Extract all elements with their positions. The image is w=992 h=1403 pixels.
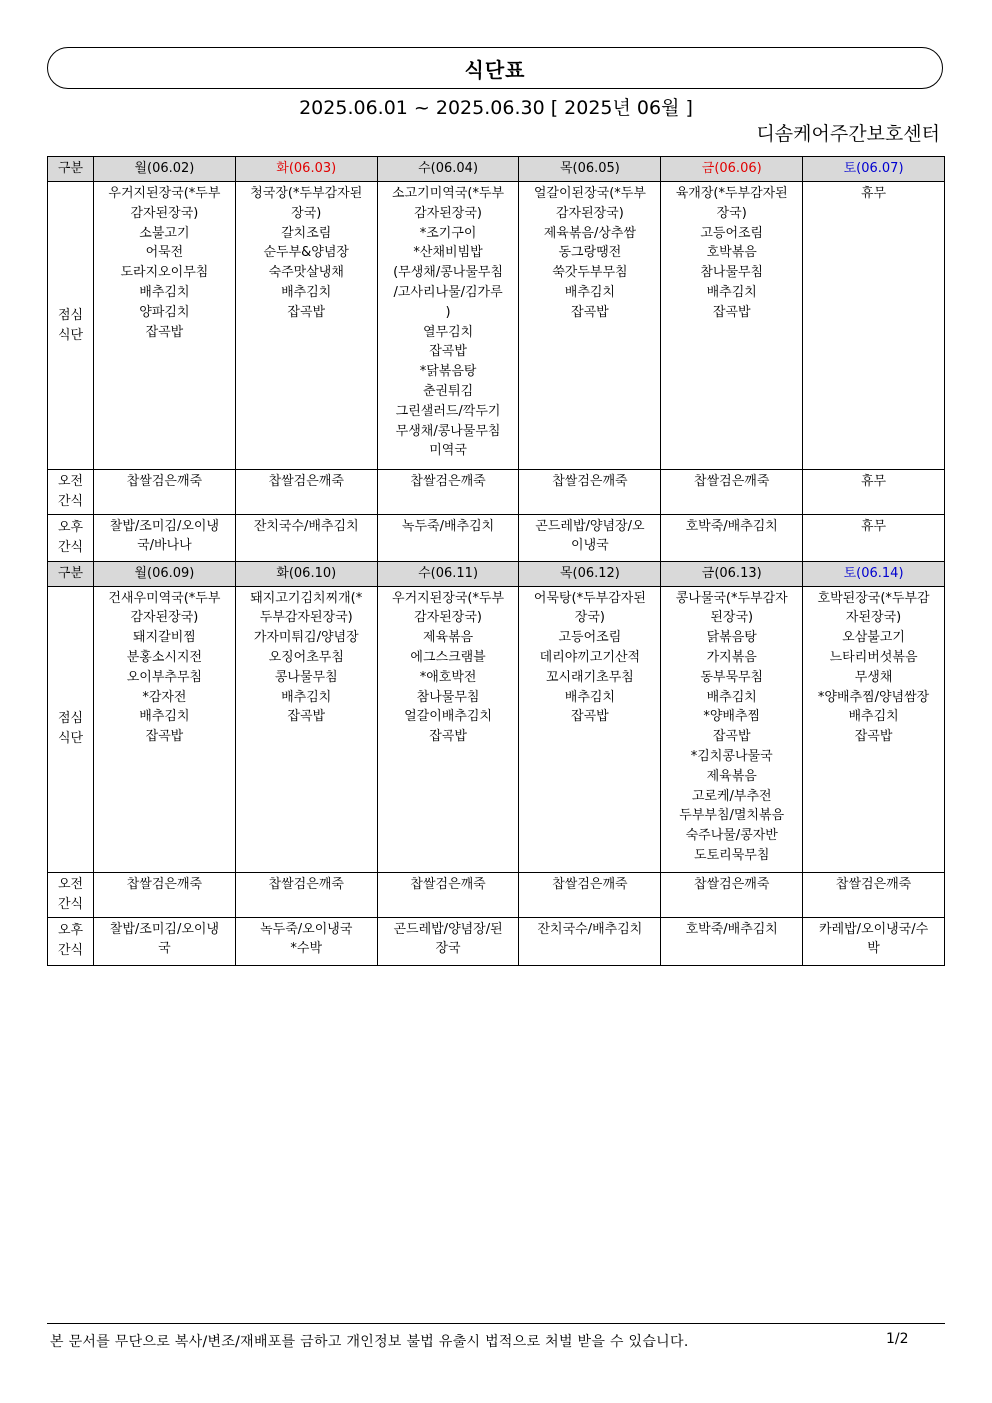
menu-item: 우거지된장국(*두부 <box>392 590 505 606</box>
date-range: 2025.06.01 ~ 2025.06.30 [ 2025년 06월 ] <box>299 97 693 119</box>
menu-table <box>47 156 945 966</box>
menu-item: 동그랑땡전 <box>558 245 622 261</box>
menu-item: 잡곡밥 <box>712 729 751 745</box>
menu-item: 배추김치 <box>281 689 332 705</box>
menu-item: *양배추찜 <box>703 709 761 725</box>
pm-snack-row <box>48 917 945 965</box>
menu-item: 오이부추무침 <box>126 669 203 685</box>
day-header: 월(06.09) <box>94 561 236 586</box>
lunch-menu-cell <box>235 182 377 470</box>
menu-item: 숙주나물/콩자반 <box>685 828 778 844</box>
menu-item: 청국장(*두부감자된 <box>250 186 363 201</box>
am-snack-cell: 찹쌀검은깨죽 <box>803 872 945 917</box>
menu-item: 배추김치 <box>706 689 757 705</box>
menu-item: *양배추찜/양념쌈장 <box>817 689 930 705</box>
day-header: 월(06.02) <box>94 157 236 182</box>
day-header: 목(06.12) <box>519 561 661 586</box>
pm-snack-cell: 찰밥/조미김/오이냉 국/바나나 <box>94 514 236 561</box>
menu-item: 장국) <box>716 205 747 221</box>
day-header: 수(06.11) <box>377 561 519 586</box>
lunch-menu-cell <box>519 586 661 872</box>
menu-item: 도토리묵무침 <box>694 847 770 863</box>
lunch-menu-cell <box>661 586 803 872</box>
row-label-lunch: 점심 식단 <box>48 586 94 872</box>
am-snack-cell: 찹쌀검은깨죽 <box>661 470 803 515</box>
menu-item: *산채비빔밥 <box>413 245 483 261</box>
lunch-menu-cell <box>661 182 803 470</box>
menu-item: 잡곡밥 <box>145 729 184 745</box>
menu-item: 건새우미역국(*두부 <box>108 590 221 606</box>
lunch-menu-cell <box>803 586 945 872</box>
menu-item: 가지볶음 <box>706 649 757 665</box>
menu-item: 잡곡밥 <box>145 324 184 340</box>
day-header: 화(06.03) <box>235 157 377 182</box>
pm-snack-cell: 곤드레밥/양념장/된 장국 <box>377 917 519 965</box>
menu-item: 호박볶음 <box>706 245 757 261</box>
pm-snack-row <box>48 514 945 561</box>
menu-item: 잡곡밥 <box>429 729 467 745</box>
menu-item: 오삼불고기 <box>842 630 905 646</box>
day-header: 토(06.14) <box>803 561 945 586</box>
pm-snack-cell: 녹두죽/배추김치 <box>377 514 519 561</box>
menu-item: *감자전 <box>142 689 187 705</box>
menu-item: 두부부침/멸치볶음 <box>679 808 785 824</box>
menu-item: 열무김치 <box>422 324 474 340</box>
center-name: 디솜케어주간보호센터 <box>756 123 940 145</box>
menu-item: 에그스크램블 <box>410 649 486 665</box>
menu-item: *김치콩나물국 <box>690 748 773 764</box>
menu-item: 두부감자된장국) <box>259 610 353 626</box>
am-snack-cell: 찹쌀검은깨죽 <box>235 872 377 917</box>
title-box <box>47 47 943 89</box>
lunch-row <box>48 586 945 872</box>
menu-item: 오징어초무침 <box>268 649 344 665</box>
day-header: 목(06.05) <box>519 157 661 182</box>
menu-item: *조기구이 <box>419 225 477 241</box>
am-snack-cell: 찹쌀검은깨죽 <box>519 872 661 917</box>
menu-item: 감자된장국) <box>130 610 199 626</box>
menu-item: 참나물무침 <box>700 265 764 281</box>
menu-item: 배추김치 <box>139 709 190 725</box>
footer-divider <box>47 1323 945 1324</box>
menu-item: 배추김치 <box>706 284 757 300</box>
menu-item: 배추김치 <box>139 284 190 300</box>
menu-item: 제육볶음 <box>422 630 474 646</box>
menu-item: 잡곡밥 <box>287 304 326 320</box>
pm-snack-cell: 찰밥/조미김/오이냉 국 <box>94 917 236 965</box>
menu-item: 감자된장국) <box>414 610 482 626</box>
menu-item: 고등어조림 <box>558 630 622 646</box>
pm-snack-cell: 휴무 <box>803 514 945 561</box>
pm-snack-cell: 잔치국수/배추김치 <box>235 514 377 561</box>
pm-snack-cell: 곤드레밥/양념장/오 이냉국 <box>519 514 661 561</box>
menu-item: 춘권튀김 <box>422 383 474 399</box>
menu-item: 제육볶음/상추쌈 <box>543 225 637 241</box>
am-snack-row <box>48 872 945 917</box>
menu-item: (무생채/콩나물무침 <box>393 265 504 281</box>
menu-item: 참나물무침 <box>416 689 480 705</box>
day-header: 토(06.07) <box>803 157 945 182</box>
menu-item: 동부묵무침 <box>700 669 764 685</box>
menu-item: 어묵탕(*두부감자된 <box>533 590 646 606</box>
page-title: 식단표 <box>464 57 526 82</box>
pm-snack-cell: 녹두죽/오이냉국 *수박 <box>235 917 377 965</box>
menu-item: *닭볶음탕 <box>419 364 477 380</box>
lunch-menu-cell <box>377 182 519 470</box>
menu-item: 숙주맛살냉채 <box>268 265 344 281</box>
page-number: 1/2 <box>886 1331 909 1347</box>
footer-notice: 본 문서를 무단으로 복사/변조/재배포를 금하고 개인정보 불법 유출시 법적으로 처벌 받을 수 있습니다. <box>50 1334 689 1350</box>
menu-item: 잡곡밥 <box>571 709 609 725</box>
menu-item: *애호박전 <box>419 669 477 685</box>
week-header-row <box>48 157 945 182</box>
menu-item: 꼬시래기초무침 <box>545 669 634 685</box>
menu-item: 소고기미역국(*두부 <box>392 186 505 201</box>
day-header: 화(06.10) <box>235 561 377 586</box>
menu-item: 잡곡밥 <box>429 344 467 360</box>
row-label-pm-snack: 오후 간식 <box>48 514 94 561</box>
menu-item: 닭볶음탕 <box>706 630 757 646</box>
am-snack-cell: 휴무 <box>803 470 945 515</box>
menu-item: 데리야끼고기산적 <box>539 649 641 665</box>
lunch-menu-cell <box>94 182 236 470</box>
menu-item: 얼갈이배추김치 <box>404 709 493 725</box>
menu-item: 된장국) <box>710 610 754 626</box>
am-snack-cell: 찹쌀검은깨죽 <box>519 470 661 515</box>
day-header: 수(06.04) <box>377 157 519 182</box>
menu-item: 장국) <box>574 610 605 626</box>
day-header: 금(06.13) <box>661 561 803 586</box>
menu-item: 호박된장국(*두부감 <box>817 590 930 606</box>
menu-item: 무생채 <box>854 669 893 685</box>
pm-snack-cell: 카레밥/오이냉국/수 박 <box>803 917 945 965</box>
menu-item: 고로케/부추전 <box>691 788 772 804</box>
menu-item: 고등어조림 <box>700 225 764 241</box>
day-header: 금(06.06) <box>661 157 803 182</box>
pm-snack-cell: 호박죽/배추김치 <box>661 514 803 561</box>
menu-item: 잡곡밥 <box>571 304 609 320</box>
menu-item: /고사리나물/김가루 <box>393 284 503 300</box>
menu-item: 잡곡밥 <box>712 304 751 320</box>
row-label-category: 구분 <box>48 157 94 182</box>
menu-item: 제육볶음 <box>706 768 757 784</box>
am-snack-cell: 찹쌀검은깨죽 <box>377 470 519 515</box>
menu-item: 휴무 <box>861 186 887 201</box>
menu-item: 양파김치 <box>139 304 190 320</box>
menu-item: 순두부&양념장 <box>263 245 349 261</box>
am-snack-cell: 찹쌀검은깨죽 <box>661 872 803 917</box>
am-snack-row <box>48 470 945 515</box>
menu-item: 감자된장국) <box>130 205 199 221</box>
row-label-am-snack: 오전 간식 <box>48 470 94 515</box>
row-label-am-snack: 오전 간식 <box>48 872 94 917</box>
lunch-menu-cell <box>519 182 661 470</box>
menu-item: 가자미튀김/양념장 <box>253 630 359 646</box>
menu-item: 쑥갓두부무침 <box>552 265 628 281</box>
menu-item: 육개장(*두부감자된 <box>675 186 788 201</box>
menu-item: 도라지오이무침 <box>120 265 209 281</box>
row-label-lunch: 점심 식단 <box>48 182 94 470</box>
menu-item: 무생채/콩나물무침 <box>395 423 501 439</box>
pm-snack-cell: 잔치국수/배추김치 <box>519 917 661 965</box>
am-snack-cell: 찹쌀검은깨죽 <box>94 872 236 917</box>
menu-item: 감자된장국) <box>414 205 482 221</box>
menu-item: 미역국 <box>429 443 467 459</box>
lunch-menu-cell <box>94 586 236 872</box>
menu-item: 잡곡밥 <box>287 709 326 725</box>
menu-item: 우거지된장국(*두부 <box>108 186 221 201</box>
lunch-menu-cell <box>377 586 519 872</box>
menu-item: 배추김치 <box>281 284 332 300</box>
week-header-row <box>48 561 945 586</box>
menu-item: 감자된장국) <box>555 205 624 221</box>
menu-item: 어묵전 <box>145 245 184 261</box>
pm-snack-cell: 호박죽/배추김치 <box>661 917 803 965</box>
menu-item: 콩나물무침 <box>274 669 338 685</box>
menu-item: 느타리버섯볶음 <box>829 649 918 665</box>
lunch-menu-cell <box>235 586 377 872</box>
menu-item: 배추김치 <box>564 689 616 705</box>
row-label-pm-snack: 오후 간식 <box>48 917 94 965</box>
menu-item: 자된장국) <box>845 610 902 626</box>
am-snack-cell: 찹쌀검은깨죽 <box>94 470 236 515</box>
menu-item: 콩나물국(*두부감자 <box>675 590 788 606</box>
menu-item: 얼갈이된장국(*두부 <box>533 186 646 201</box>
menu-item: 갈치조림 <box>281 225 332 241</box>
menu-item: 잡곡밥 <box>854 729 893 745</box>
menu-item: 분홍소시지전 <box>126 649 203 665</box>
lunch-row <box>48 182 945 470</box>
menu-item: 배추김치 <box>564 284 616 300</box>
menu-item: ) <box>445 304 451 320</box>
menu-item: 소불고기 <box>139 225 190 241</box>
menu-item: 돼지갈비찜 <box>133 630 196 646</box>
menu-item: 그린샐러드/깍두기 <box>395 403 501 419</box>
row-label-category: 구분 <box>48 561 94 586</box>
am-snack-cell: 찹쌀검은깨죽 <box>235 470 377 515</box>
menu-item: 장국) <box>291 205 322 221</box>
menu-item: 돼지고기김치찌개(* <box>250 590 363 606</box>
am-snack-cell: 찹쌀검은깨죽 <box>377 872 519 917</box>
lunch-menu-cell <box>803 182 945 470</box>
menu-item: 배추김치 <box>848 709 899 725</box>
